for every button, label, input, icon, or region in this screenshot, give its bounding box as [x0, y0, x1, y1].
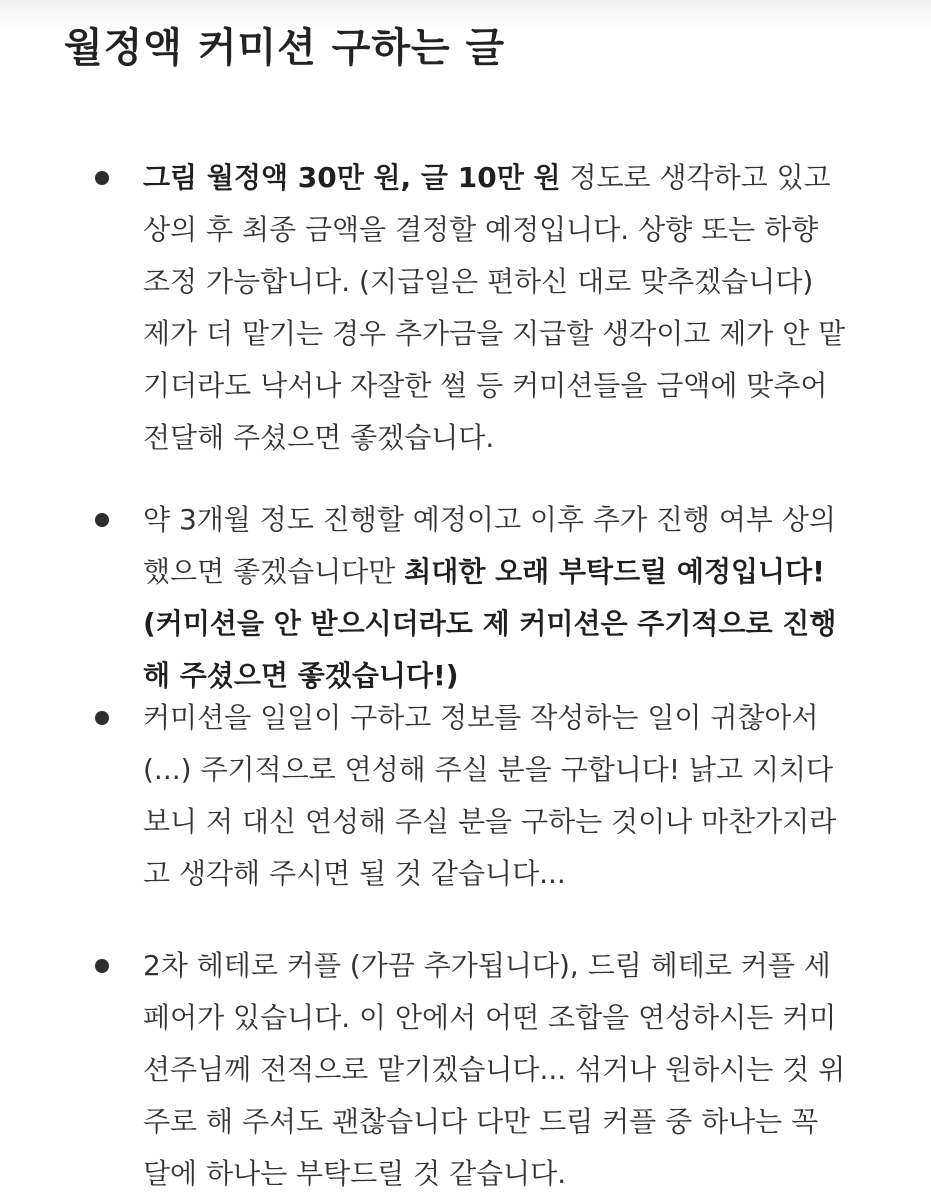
bullet-dot — [95, 513, 109, 527]
line-text: 고 생각해 주시면 될 것 같습니다... — [143, 857, 566, 890]
line-text: 기더라도 낙서나 자잘한 썰 등 커미션들을 금액에 맞추어 — [143, 369, 828, 402]
list-line — [143, 494, 836, 546]
list-line — [143, 360, 827, 412]
list-line — [143, 1148, 566, 1200]
list-line — [143, 744, 833, 796]
line-text: 제가 더 맡기는 경우 추가금을 지급할 생각이고 제가 안 맡 — [143, 317, 846, 350]
line-text: 2차 헤테로 커플 (가끔 추가됩니다), 드림 헤테로 커플 세 — [143, 949, 831, 982]
line-text: 조정 가능합니다. (지급일은 편하신 대로 맞추겠습니다) — [143, 265, 814, 298]
list-line — [143, 546, 825, 598]
bold-text: 그림 월정액 30만 원, 글 10만 원 — [143, 161, 561, 194]
list-line — [143, 1044, 845, 1096]
list-line — [143, 1096, 818, 1148]
list-line — [143, 692, 819, 744]
line-text: 커미션을 일일이 구하고 정보를 작성하는 일이 귀찮아서 — [143, 701, 819, 734]
line-text: 정도로 생각하고 있고 — [560, 161, 831, 194]
line-text: 션주님께 전적으로 맡기겠습니다... 섞거나 원하시는 것 위 — [143, 1053, 846, 1086]
list-line — [143, 848, 566, 900]
list-line — [143, 598, 836, 650]
line-text: (...) 주기적으로 연성해 주실 분을 구합니다! 낡고 지치다 — [143, 753, 834, 786]
list-line — [143, 412, 494, 464]
line-text: 전달해 주셨으면 좋겠습니다. — [143, 421, 495, 454]
list-line — [143, 152, 831, 204]
bullet-dot — [95, 959, 109, 973]
bold-text: 해 주셨으면 좋겠습니다!) — [143, 659, 459, 692]
line-text: 했으면 좋겠습니다만 — [143, 555, 405, 588]
line-text: 상의 후 최종 금액을 결정할 예정입니다. 상향 또는 하향 — [143, 213, 819, 246]
bold-text: 최대한 오래 부탁드릴 예정입니다! — [404, 555, 825, 588]
bullet-dot — [95, 711, 109, 725]
bold-text: (커미션을 안 받으시더라도 제 커미션은 주기적으로 진행 — [143, 607, 837, 640]
page-title: 월정액 커미션 구하는 글 — [64, 25, 506, 71]
line-text: 약 3개월 정도 진행할 예정이고 이후 추가 진행 여부 상의 — [143, 503, 836, 536]
line-text: 페어가 있습니다. 이 안에서 어떤 조합을 연성하시든 커미 — [143, 1001, 837, 1034]
list-line — [143, 204, 818, 256]
bullet-dot — [95, 171, 109, 185]
line-text: 달에 하나는 부탁드릴 것 같습니다. — [143, 1157, 567, 1190]
list-line — [143, 256, 813, 308]
list-line — [143, 940, 831, 992]
line-text: 주로 해 주셔도 괜찮습니다 다만 드림 커플 중 하나는 꼭 — [143, 1105, 819, 1138]
line-text: 보니 저 대신 연성해 주실 분을 구하는 것이나 마찬가지라 — [143, 805, 837, 838]
list-line — [143, 796, 836, 848]
list-line — [143, 992, 836, 1044]
list-line — [143, 308, 845, 360]
